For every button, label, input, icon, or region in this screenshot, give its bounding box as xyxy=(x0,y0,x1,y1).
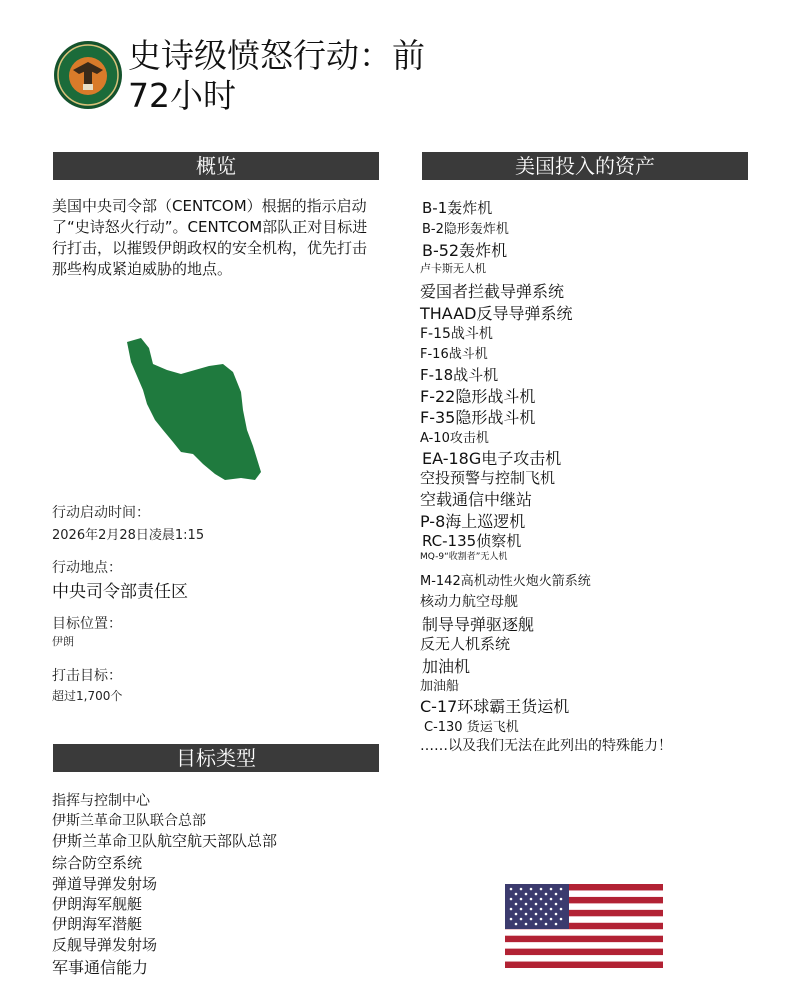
list-item: 反无人机系统 xyxy=(420,635,511,653)
strike-targets-label: 打击目标： xyxy=(52,668,122,684)
location-value: 中央司令部责任区 xyxy=(52,582,188,602)
assets-heading-bar xyxy=(422,152,748,180)
page-title-line1: 史诗级愤怒行动：前 xyxy=(128,36,425,75)
iran-shape xyxy=(127,338,261,480)
list-item: 军事通信能力 xyxy=(52,958,149,977)
list-item: 指挥与控制中心 xyxy=(52,793,150,809)
page-title xyxy=(128,36,488,116)
list-item: 空投预警与控制飞机 xyxy=(420,469,556,487)
list-item: 反舰导弹发射场 xyxy=(52,936,158,954)
overview-paragraph: 美国中央司令部（CENTCOM）根据的指示启动了“史诗怒火行动”。CENTCOM部队正对目标进行打击，以摧毁伊朗政权的安全机构，优先打击那些构成紧迫威胁的地点。 xyxy=(52,197,368,278)
list-item: RC-135侦察机 xyxy=(422,532,522,550)
list-item: B-2隐形轰炸机 xyxy=(422,222,509,237)
iran-map xyxy=(123,334,263,484)
list-item: F-18战斗机 xyxy=(420,366,499,384)
list-item: B-1轰炸机 xyxy=(422,199,493,217)
target-position-value: 伊朗 xyxy=(52,635,74,648)
list-item: 爱国者拦截导弹系统 xyxy=(420,282,565,301)
list-item: 伊朗海军舰艇 xyxy=(52,895,143,913)
list-item: F-35隐形战斗机 xyxy=(420,408,536,427)
target-types-heading-bar xyxy=(53,744,379,772)
list-item: 卢卡斯无人机 xyxy=(420,262,486,275)
list-item: A-10攻击机 xyxy=(420,431,489,446)
list-item: P-8海上巡逻机 xyxy=(420,512,526,531)
target-position-label: 目标位置： xyxy=(52,616,122,632)
central-command-logo xyxy=(53,40,123,110)
list-item: 加油机 xyxy=(422,657,471,676)
list-item: 伊斯兰革命卫队联合总部 xyxy=(52,813,206,829)
page-title-line2: 72小时 xyxy=(128,76,236,115)
list-item: MQ-9“收割者”无人机 xyxy=(420,552,508,562)
list-item: 加油船 xyxy=(420,679,460,694)
list-item: F-22隐形战斗机 xyxy=(420,387,536,406)
list-item: M-142高机动性火炮火箭系统 xyxy=(420,574,591,589)
list-item: F-15战斗机 xyxy=(420,326,493,342)
list-item: 核动力航空母舰 xyxy=(420,594,518,610)
launch-time-value: 2026年2月28日凌晨1:15 xyxy=(52,528,205,543)
list-item: 伊朗海军潜艇 xyxy=(52,915,143,933)
list-item: 弹道导弹发射场 xyxy=(52,875,158,893)
list-item: F-16战斗机 xyxy=(420,347,488,362)
list-item: ……以及我们无法在此列出的特殊能力！ xyxy=(420,738,672,754)
list-item: 伊斯兰革命卫队航空航天部队总部 xyxy=(52,832,278,850)
strike-targets-value: 超过1,700个 xyxy=(52,689,123,703)
list-item: C-130 货运飞机 xyxy=(424,720,519,735)
overview-heading: 概览 xyxy=(196,154,236,178)
launch-time-label: 行动启动时间： xyxy=(52,505,150,521)
list-item: THAAD反导导弹系统 xyxy=(420,304,573,323)
list-item: 综合防空系统 xyxy=(52,854,143,872)
overview-heading-bar xyxy=(53,152,379,180)
location-label: 行动地点： xyxy=(52,560,122,576)
target-types-heading: 目标类型 xyxy=(176,746,256,770)
us-flag-image xyxy=(505,884,663,968)
assets-heading: 美国投入的资产 xyxy=(515,154,655,178)
list-item: EA-18G电子攻击机 xyxy=(422,449,562,468)
list-item: B-52轰炸机 xyxy=(422,241,508,260)
list-item: C-17环球霸王货运机 xyxy=(420,697,570,716)
list-item: 制导导弹驱逐舰 xyxy=(422,615,535,634)
list-item: 空载通信中继站 xyxy=(420,490,533,509)
